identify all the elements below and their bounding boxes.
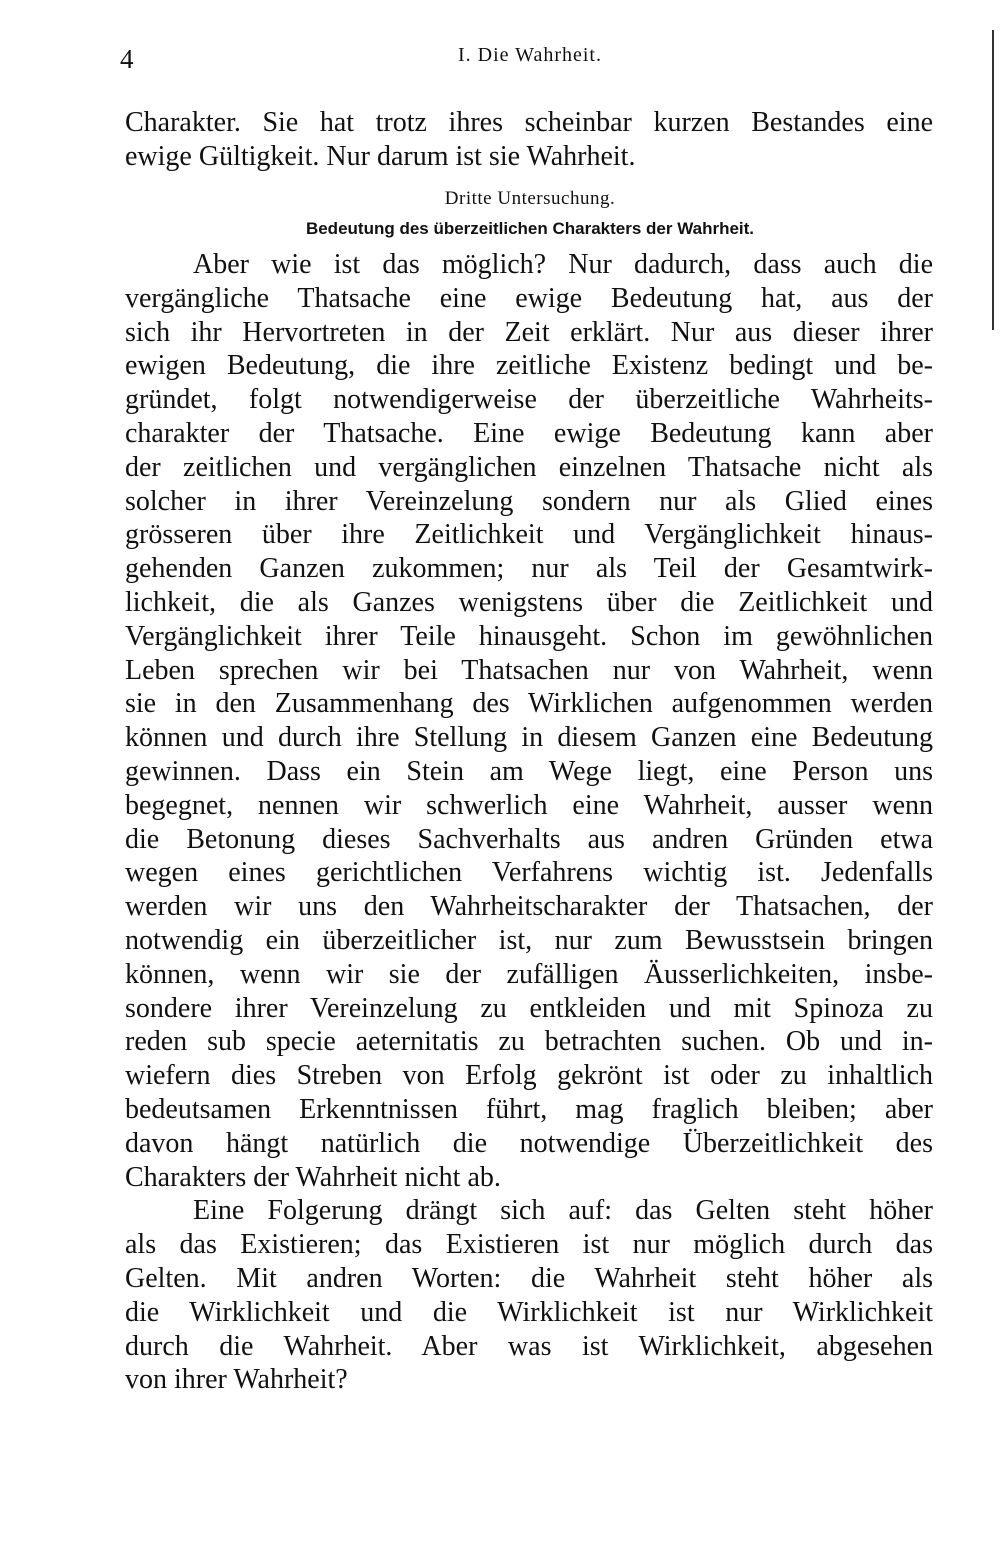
text-line: werden wir uns den Wahrheitscharakter der Thatsachen, der [125, 891, 933, 923]
text-line: Gelten. Mit andren Worten: die Wahrheit steht höher als [125, 1262, 933, 1294]
page-edge-line [992, 30, 994, 330]
text-line: davon hängt natürlich die notwendige Überzeitlichkeit des [125, 1127, 933, 1159]
text-line: die Betonung dieses Sachverhalts aus andren Gründen etwa [125, 823, 933, 855]
text-line: gehenden Ganzen zukommen; nur als Teil der Gesamtwirk- [125, 553, 933, 585]
text-line: von ihrer Wahrheit? [125, 1364, 348, 1396]
text-line: sondere ihrer Vereinzelung zu entkleiden und mit Spinoza zu [125, 992, 933, 1024]
text-line: ewigen Bedeutung, die ihre zeitliche Existenz bedingt und be- [125, 350, 933, 382]
text-line: gründet, folgt notwendigerweise der überzeitliche Wahrheits- [125, 384, 933, 416]
text-line: Eine Folgerung drängt sich auf: das Gelten steht höher [193, 1195, 933, 1227]
text-line: können, wenn wir sie der zufälligen Äusserlichkeiten, insbe- [125, 958, 933, 990]
text-line: Charakter. Sie hat trotz ihres scheinbar kurzen Bestandes eine [125, 107, 933, 138]
text-line: durch die Wahrheit. Aber was ist Wirklichkeit, abgesehen [125, 1330, 933, 1362]
text-line: als das Existieren; das Existieren ist nur möglich durch das [125, 1229, 933, 1261]
running-head: I. Die Wahrheit. [458, 44, 602, 66]
section-title: Bedeutung des überzeitlichen Charakters der Wahrheit. [305, 219, 755, 238]
text-line: sich ihr Hervortreten in der Zeit erklärt. Nur aus dieser ihrer [125, 316, 933, 348]
text-line: sie in den Zusammenhang des Wirklichen aufgenommen werden [125, 688, 933, 720]
text-line: gewinnen. Dass ein Stein am Wege liegt, eine Person uns [125, 755, 933, 787]
text-line: reden sub specie aeternitatis zu betrachten suchen. Ob und in- [125, 1026, 933, 1058]
text-line: der zeitlichen und vergänglichen einzelnen Thatsache nicht als [125, 451, 933, 483]
section-label: Dritte Untersuchung. [444, 188, 616, 209]
text-line: begegnet, nennen wir schwerlich eine Wahrheit, ausser wenn [125, 789, 933, 821]
paragraph-2 [125, 1194, 933, 1397]
text-line: notwendig ein überzeitlicher ist, nur zum Bewusstsein bringen [125, 924, 933, 956]
text-line: solcher in ihrer Vereinzelung sondern nur als Glied eines [125, 485, 933, 517]
text-line: Leben sprechen wir bei Thatsachen nur von Wahrheit, wenn [125, 654, 933, 686]
text-line: Aber wie ist das möglich? Nur dadurch, dass auch die [193, 249, 933, 280]
text-line: lichkeit, die als Ganzes wenigstens über die Zeitlichkeit und [125, 586, 933, 618]
continuation-paragraph [125, 106, 933, 174]
text-line: vergängliche Thatsache eine ewige Bedeutung hat, aus der [125, 282, 933, 314]
text-line: charakter der Thatsache. Eine ewige Bedeutung kann aber [125, 417, 933, 449]
page-number: 4 [120, 44, 134, 74]
text-line: ewige Gültigkeit. Nur darum ist sie Wahrheit. [125, 140, 636, 172]
text-line: können und durch ihre Stellung in diesem Ganzen eine Bedeutung [125, 722, 933, 754]
text-line: grösseren über ihre Zeitlichkeit und Vergänglichkeit hinaus- [125, 519, 933, 551]
text-line: wiefern dies Streben von Erfolg gekrönt ist oder zu inhaltlich [125, 1060, 933, 1092]
text-line: die Wirklichkeit und die Wirklichkeit ist nur Wirklichkeit [125, 1296, 933, 1328]
text-line: Charakters der Wahrheit nicht ab. [125, 1161, 501, 1193]
paragraph-1 [125, 248, 933, 1194]
text-line: bedeutsamen Erkenntnissen führt, mag fraglich bleiben; aber [125, 1093, 933, 1125]
main-text [125, 248, 933, 1397]
text-line: Vergänglichkeit ihrer Teile hinausgeht. Schon im gewöhnlichen [125, 620, 933, 652]
text-line: wegen eines gerichtlichen Verfahrens wichtig ist. Jedenfalls [125, 857, 933, 889]
